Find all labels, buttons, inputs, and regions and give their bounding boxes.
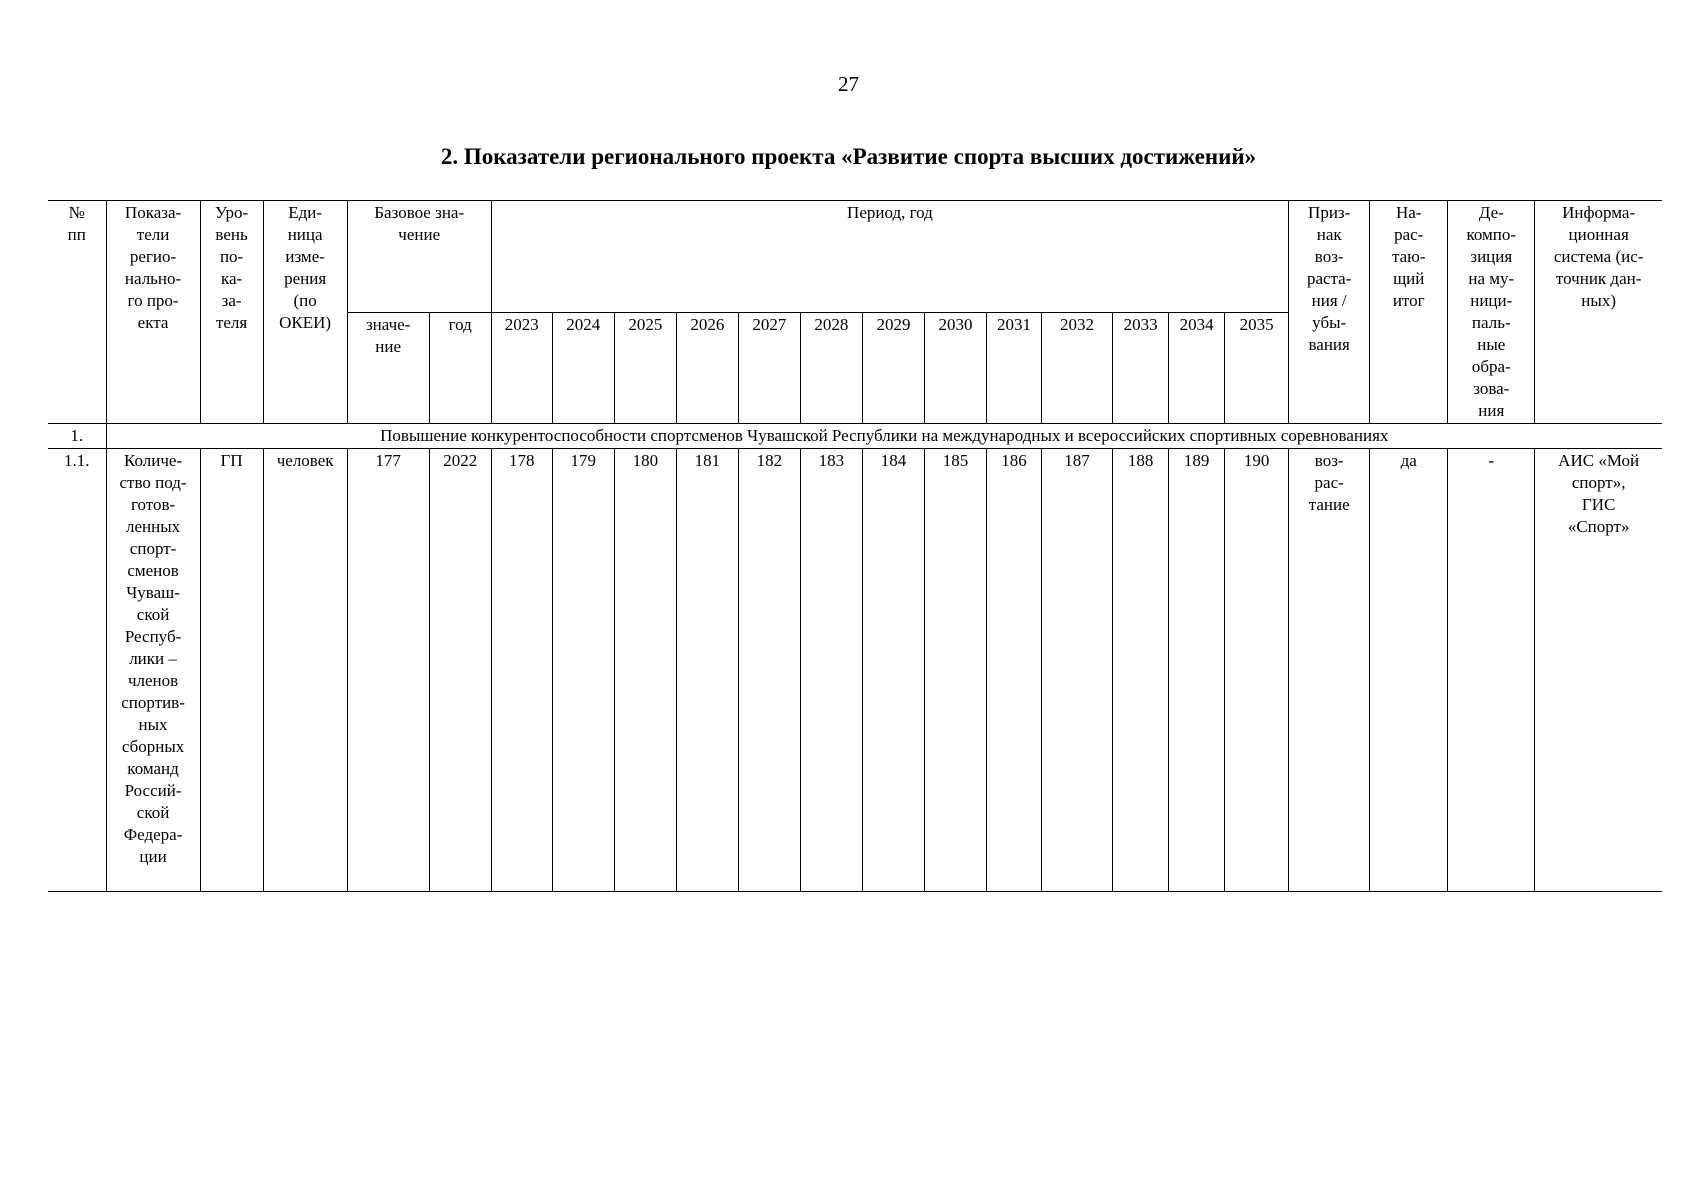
col-header-sign-line: раста- (1306, 269, 1352, 288)
col-header-info-system-line: ных) (1581, 291, 1616, 310)
row-indicator-name-line: ленных (125, 517, 181, 536)
row-indicator-name-line: спорт- (129, 539, 177, 558)
row-indicator-name-line: Количе- (124, 451, 183, 470)
row-indicator-name-line: команд (127, 759, 179, 778)
section-row (48, 424, 1662, 449)
row-value-2034: 189 (1169, 449, 1225, 892)
col-header-decomposition-line: паль- (1471, 313, 1511, 332)
header-row-1 (48, 201, 1662, 313)
row-value-2030: 185 (924, 449, 986, 892)
col-header-indicator-line: нально- (124, 269, 182, 288)
col-header-info-system-line: Информа- (1562, 203, 1636, 222)
col-header-decomposition-line: на му- (1468, 269, 1515, 288)
row-indicator-name-line: сборных (121, 737, 185, 756)
row-base-value: 177 (347, 449, 429, 892)
col-header-base-sub-value-line: ние (375, 336, 402, 356)
row-level: ГП (200, 449, 263, 892)
col-header-base-value-line: Базовое зна- (374, 203, 465, 222)
col-header-indicator-line: го про- (127, 291, 179, 310)
col-header-year-2032: 2032 (1042, 312, 1113, 424)
col-header-indicator-line: регио- (129, 247, 177, 266)
section-title: Повышение конкурентоспособности спортсменов Чувашской Республики на международных и всероссийских спортивных соревнованиях (106, 424, 1662, 449)
col-header-year-2023: 2023 (491, 312, 552, 424)
col-header-decomposition-line: ници- (1470, 291, 1513, 310)
row-cumulative: да (1370, 449, 1448, 892)
row-value-2035: 190 (1225, 449, 1289, 892)
row-info-system (1535, 449, 1662, 892)
row-value-2025: 180 (614, 449, 676, 892)
row-value-2023: 178 (491, 449, 552, 892)
col-header-sign (1289, 201, 1370, 424)
col-header-unit-line: изме- (285, 247, 325, 266)
row-base-year: 2022 (429, 449, 491, 892)
col-header-base-sub-year: год (429, 312, 491, 424)
row-value-2033: 188 (1113, 449, 1169, 892)
col-header-year-2031: 2031 (987, 312, 1042, 424)
page-number: 27 (838, 72, 859, 96)
col-header-base-sub-value-line: значе- (365, 314, 411, 334)
col-header-sign-line: убы- (1312, 313, 1347, 332)
col-header-info-system-line: система (ис- (1553, 247, 1644, 266)
col-header-year-2030: 2030 (924, 312, 986, 424)
col-header-sign-line: нак (1316, 225, 1342, 244)
col-header-year-2029: 2029 (862, 312, 924, 424)
row-indicator-name-line: членов (127, 671, 179, 690)
row-indicator-name-line: Чуваш- (126, 583, 180, 602)
row-indicator-name-line: сменов (127, 561, 179, 580)
col-header-level-line: по- (219, 247, 244, 266)
row-info-system-line: АИС «Мой (1558, 451, 1640, 470)
row-value-2027: 182 (738, 449, 800, 892)
row-indicator-name-line: Россий- (124, 781, 182, 800)
col-header-decomposition-line: ные (1477, 335, 1506, 354)
row-value-2029: 184 (862, 449, 924, 892)
row-indicator-name-line: лики – (129, 649, 177, 668)
col-header-decomposition-line: зова- (1473, 379, 1510, 398)
col-header-info-system (1535, 201, 1662, 424)
col-header-indicator-line: Показа- (124, 203, 182, 222)
col-header-cumulative-line: итог (1392, 291, 1425, 310)
col-header-year-2025: 2025 (614, 312, 676, 424)
col-header-number (48, 201, 106, 424)
row-indicator-name-line: ской (136, 803, 170, 822)
col-header-year-2035: 2035 (1225, 312, 1289, 424)
col-header-unit-line: Еди- (288, 203, 323, 222)
section-number: 1. (48, 424, 106, 449)
col-header-sign-line: ния / (1311, 291, 1347, 310)
row-value-2031: 186 (987, 449, 1042, 892)
col-header-indicator-line: тели (136, 225, 170, 244)
col-header-cumulative-line: щий (1393, 269, 1425, 288)
row-number: 1.1. (48, 449, 106, 892)
col-header-cumulative-line: рас- (1394, 225, 1424, 244)
col-header-decomposition-line: зиция (1470, 247, 1513, 266)
col-header-level-line: вень (215, 225, 248, 244)
col-header-unit (263, 201, 347, 424)
col-header-info-system-line: ционная (1568, 225, 1629, 244)
row-indicator-name-line: ство под- (119, 473, 187, 492)
row-sign (1289, 449, 1370, 892)
col-header-period: Период, год (491, 201, 1288, 313)
row-value-2026: 181 (676, 449, 738, 892)
col-header-unit-line: (по (293, 291, 317, 310)
col-header-year-2034: 2034 (1169, 312, 1225, 424)
col-header-cumulative-line: таю- (1391, 247, 1426, 266)
col-header-sign-line: воз- (1314, 247, 1344, 266)
row-sign-line: рас- (1314, 473, 1344, 492)
row-indicator-name-line: Респуб- (124, 627, 182, 646)
col-header-number-line: пп (67, 225, 86, 244)
col-header-base-value (347, 201, 491, 313)
col-header-sign-line: Приз- (1308, 203, 1351, 222)
row-value-2028: 183 (800, 449, 862, 892)
col-header-base-value-line: чение (398, 225, 441, 244)
col-header-decomposition-line: обра- (1471, 357, 1511, 376)
col-header-cumulative-line: На- (1395, 203, 1422, 222)
row-indicator-name-line: ных (138, 715, 168, 734)
col-header-year-2033: 2033 (1113, 312, 1169, 424)
row-indicator-name-line: Федера- (123, 825, 183, 844)
col-header-level-line: ка- (220, 269, 243, 288)
col-header-number-line: № (68, 203, 85, 222)
col-header-level-line: за- (221, 291, 242, 310)
col-header-level-line: Уро- (214, 203, 249, 222)
col-header-unit-line: ОКЕИ) (279, 313, 332, 332)
col-header-decomposition-line: ния (1478, 401, 1505, 420)
col-header-indicator-line: екта (137, 313, 169, 332)
row-info-system-line: спорт», (1571, 473, 1626, 492)
row-unit: человек (263, 449, 347, 892)
row-decomposition: - (1448, 449, 1535, 892)
indicators-table (48, 200, 1662, 892)
col-header-sign-line: вания (1308, 335, 1350, 354)
row-sign-line: тание (1308, 495, 1350, 514)
col-header-info-system-line: точник дан- (1555, 269, 1642, 288)
row-value-2032: 187 (1042, 449, 1113, 892)
col-header-level-line: теля (215, 313, 248, 332)
row-sign-line: воз- (1314, 451, 1344, 470)
col-header-decomposition-line: Де- (1478, 203, 1504, 222)
row-indicator-name-line: спортив- (121, 693, 185, 712)
document-title: 2. Показатели регионального проекта «Развитие спорта высших достижений» (440, 144, 1257, 169)
col-header-base-sub-value (347, 312, 429, 424)
row-info-system-line: «Спорт» (1567, 517, 1630, 536)
row-indicator-name-line: ции (139, 847, 167, 866)
col-header-decomposition (1448, 201, 1535, 424)
col-header-year-2024: 2024 (552, 312, 614, 424)
col-header-year-2026: 2026 (676, 312, 738, 424)
row-indicator-name (106, 449, 200, 892)
col-header-indicator (106, 201, 200, 424)
col-header-level (200, 201, 263, 424)
col-header-unit-line: рения (284, 269, 327, 288)
row-indicator-name-line: готов- (130, 495, 176, 514)
row-info-system-line: ГИС (1581, 495, 1616, 514)
col-header-unit-line: ница (287, 225, 323, 244)
table-row (48, 449, 1662, 892)
col-header-cumulative (1370, 201, 1448, 424)
col-header-decomposition-line: компо- (1466, 225, 1517, 244)
row-value-2024: 179 (552, 449, 614, 892)
col-header-year-2028: 2028 (800, 312, 862, 424)
col-header-year-2027: 2027 (738, 312, 800, 424)
row-indicator-name-line: ской (136, 605, 170, 624)
